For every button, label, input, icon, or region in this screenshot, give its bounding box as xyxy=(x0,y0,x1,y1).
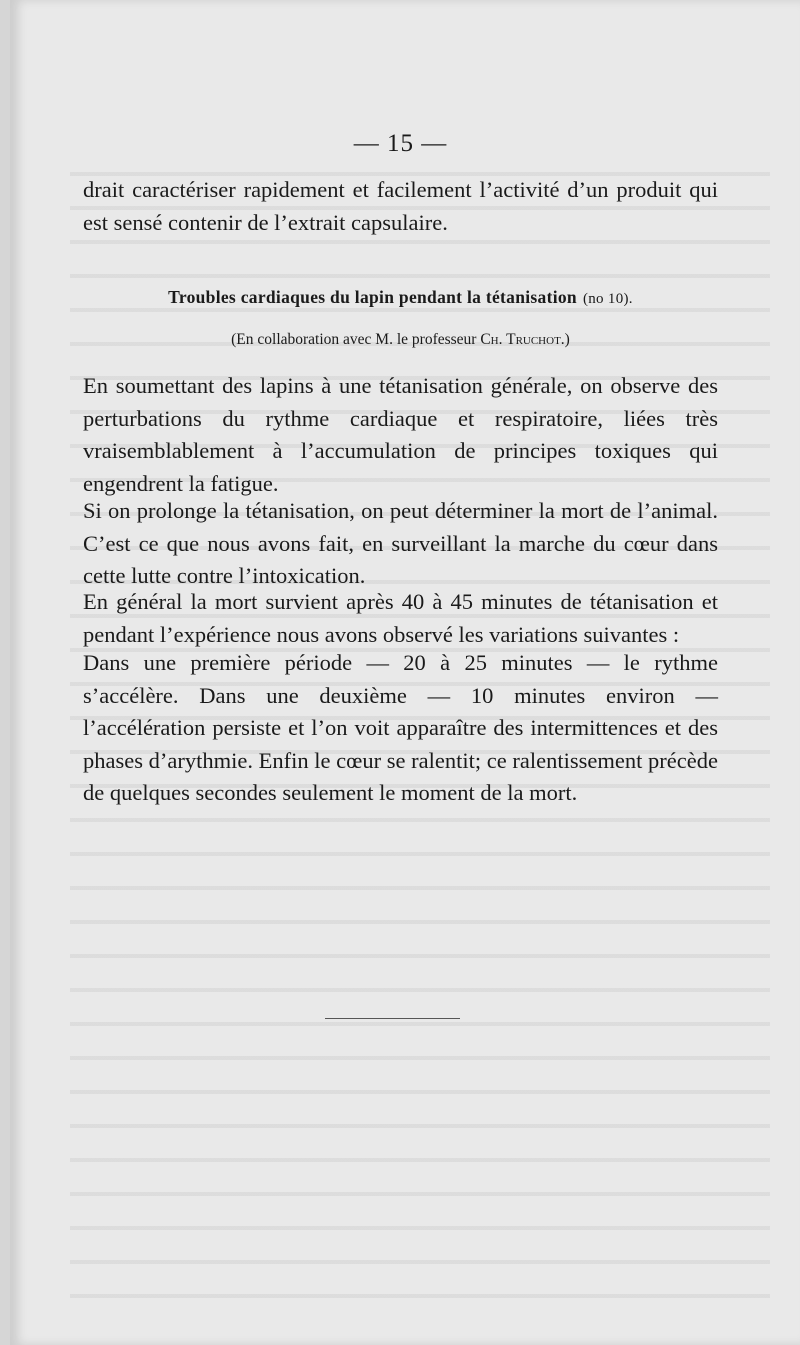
collab-prefix: (En collaboration avec M. le professeur xyxy=(231,331,477,348)
paragraph-intro: En soumettant des lapins à une tétanisation générale, on observe des perturbations du rythme cardiaque et respiratoire, liées très vraisemblablement à l’accumulation de principes toxiques qui engendrent la fatigue. xyxy=(83,373,718,496)
section-ref: (no 10). xyxy=(582,291,633,307)
paragraph-mort: Si on prolonge la tétanisation, on peut déterminer la mort de l’animal. C’est ce que nous avons fait, en surveillant la marche du cœur dans cette lutte contre l’intoxication. xyxy=(83,498,718,588)
collab-suffix: .) xyxy=(560,331,570,348)
section-heading xyxy=(83,287,718,308)
section-title: Troubles cardiaques du lapin pendant la tétanisation xyxy=(168,287,577,307)
collaboration-note xyxy=(83,331,718,349)
paragraph-periodes: Dans une première période — 20 à 25 minutes — le rythme s’accélère. Dans une deuxième — 10 minutes environ — l’accélération persiste et l’on voit apparaître des intermittences et des phases d’arythmie. Enfin le cœur se ralentit; ce ralentissement précède de quelques secondes seulement le moment de la mort. xyxy=(83,650,718,805)
paragraph-continuation: drait caractériser rapidement et facilement l’activité d’un produit qui est sensé contenir de l’extrait capsulaire. xyxy=(83,177,718,235)
paragraph-general: En général la mort survient après 40 à 45 minutes de tétanisation et pendant l’expérience nous avons observé les variations suivantes : xyxy=(83,589,718,647)
page-number: — 15 — xyxy=(353,130,448,157)
end-rule xyxy=(325,1018,460,1019)
collab-name: Ch. Truchot xyxy=(480,331,561,348)
